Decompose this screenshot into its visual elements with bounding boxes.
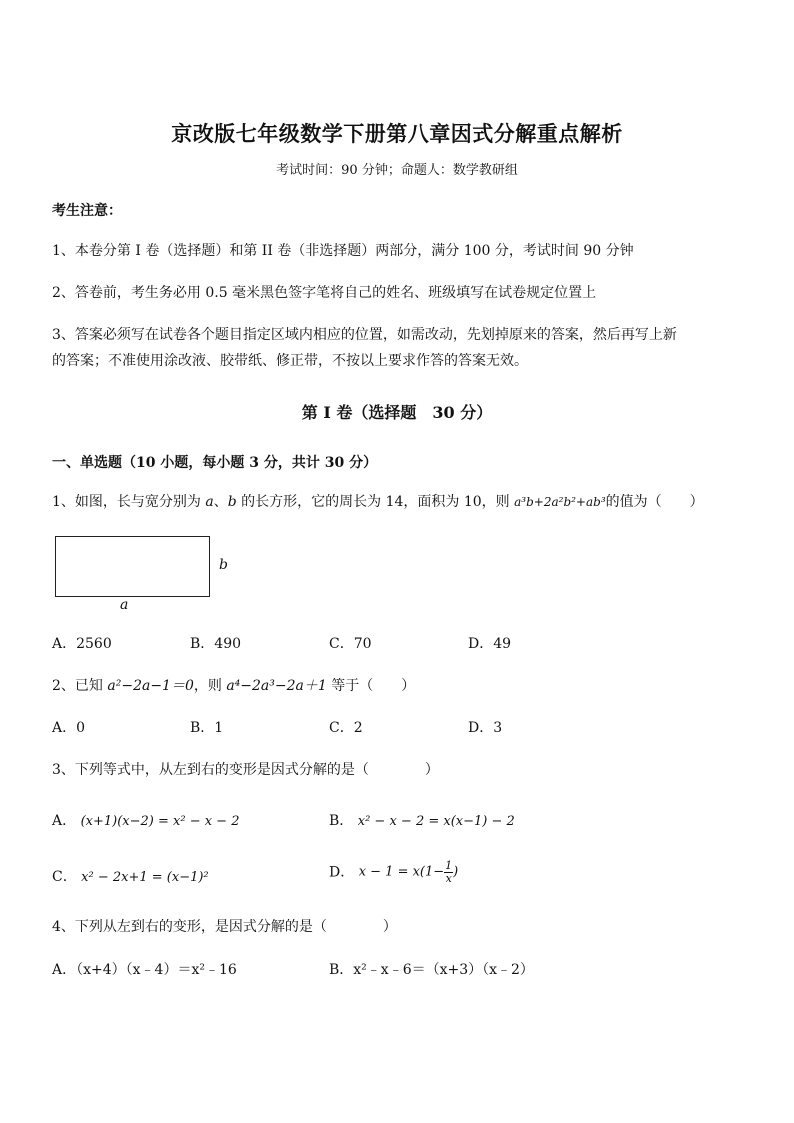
part-title: 一、单选题（10 小题，每小题 3 分，共计 30 分）: [52, 455, 378, 471]
q3-option-b-label: B．: [329, 813, 354, 829]
page-title: 京改版七年级数学下册第八章因式分解重点解析: [171, 121, 623, 146]
q3-option-c-expr: x² − 2x+1 = (x−1)²: [81, 870, 209, 885]
note-item: 2、答卷前，考生务必用 0.5 毫米黑色签字笔将自己的姓名、班级填写在试卷规定位置上: [52, 285, 597, 301]
q1-var-a: a: [205, 494, 214, 510]
question-4-stem: 4、下列从左到右的变形，是因式分解的是（ ）: [52, 919, 397, 935]
note-item: 1、本卷分第 I 卷（选择题）和第 II 卷（非选择题）两部分，满分 100 分，考试时间 90 分钟: [52, 243, 634, 259]
q1-middle: 的长方形，它的周长为 14，面积为 10，则: [241, 494, 510, 510]
q2-option-c[interactable]: C．2: [329, 720, 363, 736]
q3-option-a-label: A．: [52, 813, 77, 829]
q2-option-d[interactable]: D．3: [468, 720, 503, 736]
q1-var-b: b: [227, 494, 237, 510]
q2-option-b[interactable]: B．1: [190, 720, 224, 736]
exam-info: 考试时间：90 分钟；命题人：数学教研组: [276, 163, 518, 178]
q3-option-b-expr: x² − x − 2 = x(x−1) − 2: [357, 814, 515, 829]
fraction-denominator: x: [445, 872, 452, 885]
q2-option-a[interactable]: A．0: [52, 720, 86, 736]
q3-option-b[interactable]: [329, 811, 515, 832]
q2-suffix: 等于（ ）: [331, 678, 416, 694]
q1-option-d[interactable]: D．49: [468, 636, 512, 652]
q3-option-a-expr: (x+1)(x−2) = x² − x − 2: [80, 814, 240, 829]
q3-option-d-expr-end: ): [453, 864, 459, 880]
question-1-stem: [52, 492, 704, 512]
question-2-stem: [52, 676, 415, 696]
q3-option-d-expr-start: x − 1 = x(1−: [358, 864, 445, 880]
fraction-numerator: 1: [445, 859, 453, 872]
figure-label-b: b: [219, 557, 228, 573]
section-title: 第 I 卷（选择题 30 分）: [301, 403, 493, 422]
q3-option-c-label: C．: [52, 869, 77, 885]
q1-prefix: 1、如图，长与宽分别为: [52, 494, 201, 510]
q1-sep: 、: [213, 494, 228, 510]
question-3-stem: 3、下列等式中，从左到右的变形是因式分解的是（ ）: [52, 762, 439, 778]
q3-option-a[interactable]: [52, 811, 239, 832]
q1-expression: a³b+2a²b²+ab³: [514, 495, 606, 509]
q1-suffix: 的值为（ ）: [605, 494, 704, 510]
figure-label-a: a: [120, 597, 129, 613]
q1-option-a[interactable]: A．2560: [52, 636, 112, 652]
q3-option-d-label: D．: [329, 864, 355, 881]
notes-heading: 考生注意：: [52, 203, 122, 219]
q4-option-b[interactable]: B．x²﹣x﹣6＝（x+3）（x﹣2）: [329, 962, 534, 978]
q2-prefix: 2、已知: [52, 678, 103, 694]
q3-option-d-fraction: [444, 860, 453, 885]
note-item: 的答案；不准使用涂改液、胶带纸、修正带，不按以上要求作答的答案无效。: [52, 353, 528, 369]
q1-option-c[interactable]: C．70: [329, 636, 372, 652]
q3-option-c[interactable]: [52, 867, 209, 888]
q2-middle: ，则: [193, 678, 222, 694]
q1-option-b[interactable]: B．490: [190, 636, 242, 652]
note-item: 3、答案必须写在试卷各个题目指定区域内相应的位置，如需改动，先划掉原来的答案，然后再写上新: [52, 327, 677, 343]
q2-condition: a²−2a−1＝0: [107, 678, 194, 694]
q4-option-a[interactable]: A．（x+4）（x﹣4）＝x²﹣16: [52, 962, 237, 978]
q2-expression: a⁴−2a³−2a＋1: [226, 678, 327, 694]
rectangle-figure: [55, 536, 210, 597]
q3-option-d[interactable]: [329, 860, 458, 885]
